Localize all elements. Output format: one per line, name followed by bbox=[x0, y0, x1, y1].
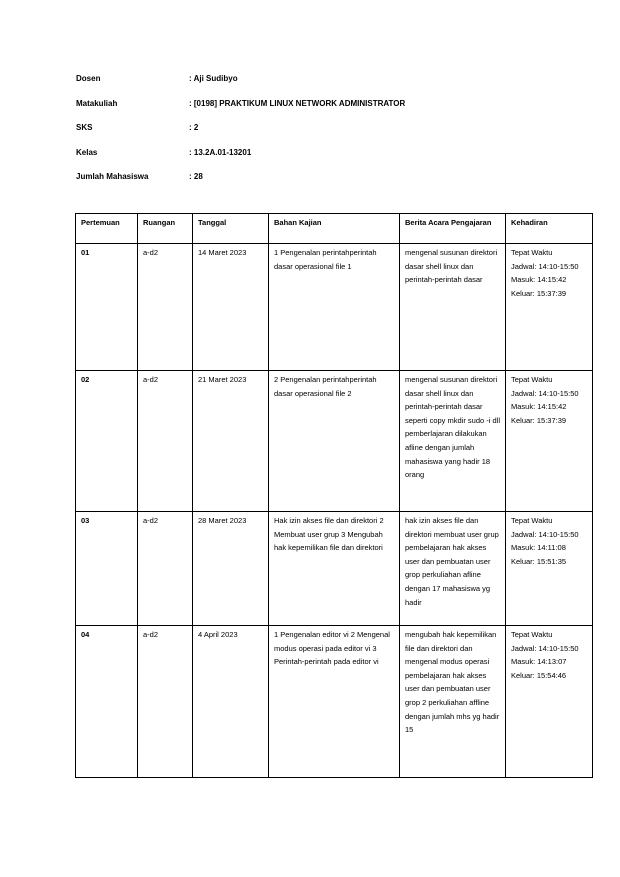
column-header-pertemuan: Pertemuan bbox=[76, 214, 138, 244]
cell-kehadiran: Tepat Waktu Jadwal: 14:10-15:50 Masuk: 14:15:42 Keluar: 15:37:39 bbox=[506, 244, 593, 371]
info-row-sks bbox=[76, 123, 556, 148]
cell-berita-acara: mengubah hak kepemilikan file dan direktori dan mengenal modus operasi pembelajaran hak akses user dan pembuatan user grop 2 perkuliahan affline dengan jumlah mhs yg hadir 15 bbox=[400, 626, 506, 778]
cell-bahan-kajian: 2 Pengenalan perintahperintah dasar operasional file 2 bbox=[269, 371, 400, 512]
column-header-berita-acara: Berita Acara Pengajaran bbox=[400, 214, 506, 244]
cell-bahan-kajian: Hak izin akses file dan direktori 2 Membuat user grup 3 Mengubah hak kepemilikan file dan direktori bbox=[269, 512, 400, 626]
table-header-row bbox=[76, 214, 593, 244]
cell-kehadiran: Tepat Waktu Jadwal: 14:10-15:50 Masuk: 14:13:07 Keluar: 15:54:46 bbox=[506, 626, 593, 778]
cell-tanggal: 28 Maret 2023 bbox=[193, 512, 269, 626]
cell-pertemuan: 01 bbox=[76, 244, 138, 371]
cell-tanggal: 4 April 2023 bbox=[193, 626, 269, 778]
column-header-bahan-kajian: Bahan Kajian bbox=[269, 214, 400, 244]
info-row-dosen bbox=[76, 74, 556, 99]
attendance-table bbox=[75, 213, 593, 778]
cell-berita-acara: hak izin akses file dan direktori membuat user grup pembelajaran hak akses user dan pembuatan user grop perkuliahan afline dengan 17 mahasiswa yg hadir bbox=[400, 512, 506, 626]
cell-ruangan: a-d2 bbox=[138, 371, 193, 512]
course-info bbox=[76, 74, 556, 197]
info-label: SKS bbox=[76, 123, 93, 132]
info-value: : [0198] PRAKTIKUM LINUX NETWORK ADMINISTRATOR bbox=[189, 98, 406, 108]
info-label: Dosen bbox=[76, 74, 101, 83]
cell-kehadiran: Tepat Waktu Jadwal: 14:10-15:50 Masuk: 14:15:42 Keluar: 15:37:39 bbox=[506, 371, 593, 512]
info-value: : Aji Sudibyo bbox=[189, 74, 238, 83]
cell-ruangan: a-d2 bbox=[138, 244, 193, 371]
cell-pertemuan: 03 bbox=[76, 512, 138, 626]
cell-kehadiran: Tepat Waktu Jadwal: 14:10-15:50 Masuk: 14:11:08 Keluar: 15:51:35 bbox=[506, 512, 593, 626]
info-row-jumlah-mahasiswa bbox=[76, 172, 556, 197]
cell-bahan-kajian: 1 Pengenalan perintahperintah dasar operasional file 1 bbox=[269, 244, 400, 371]
info-label: Matakuliah bbox=[76, 98, 118, 108]
cell-tanggal: 21 Maret 2023 bbox=[193, 371, 269, 512]
table-row bbox=[76, 512, 593, 626]
cell-ruangan: a-d2 bbox=[138, 626, 193, 778]
cell-bahan-kajian: 1 Pengenalan editor vi 2 Mengenal modus operasi pada editor vi 3 Perintah-perintah pada editor vi bbox=[269, 626, 400, 778]
info-value: : 28 bbox=[189, 172, 203, 181]
column-header-kehadiran: Kehadiran bbox=[506, 214, 593, 244]
info-label: Jumlah Mahasiswa bbox=[76, 172, 149, 181]
info-row-kelas bbox=[76, 148, 556, 173]
table-row bbox=[76, 371, 593, 512]
info-value: : 2 bbox=[189, 123, 199, 132]
column-header-ruangan: Ruangan bbox=[138, 214, 193, 244]
column-header-tanggal: Tanggal bbox=[193, 214, 269, 244]
cell-berita-acara: mengenal susunan direktori dasar shell linux dan perintah-perintah dasar bbox=[400, 244, 506, 371]
cell-pertemuan: 04 bbox=[76, 626, 138, 778]
info-value: : 13.2A.01-13201 bbox=[189, 147, 252, 157]
cell-ruangan: a-d2 bbox=[138, 512, 193, 626]
cell-tanggal: 14 Maret 2023 bbox=[193, 244, 269, 371]
cell-pertemuan: 02 bbox=[76, 371, 138, 512]
info-label: Kelas bbox=[76, 147, 98, 157]
info-row-matakuliah bbox=[76, 99, 556, 124]
table-row bbox=[76, 244, 593, 371]
table-row bbox=[76, 626, 593, 778]
cell-berita-acara: mengenal susunan direktori dasar shell linux dan perintah-perintah dasar seperti copy mkdir sudo -i dll pemberlajaran dilakukan afline dengan jumlah mahasiswa yang hadir 18 orang bbox=[400, 371, 506, 512]
